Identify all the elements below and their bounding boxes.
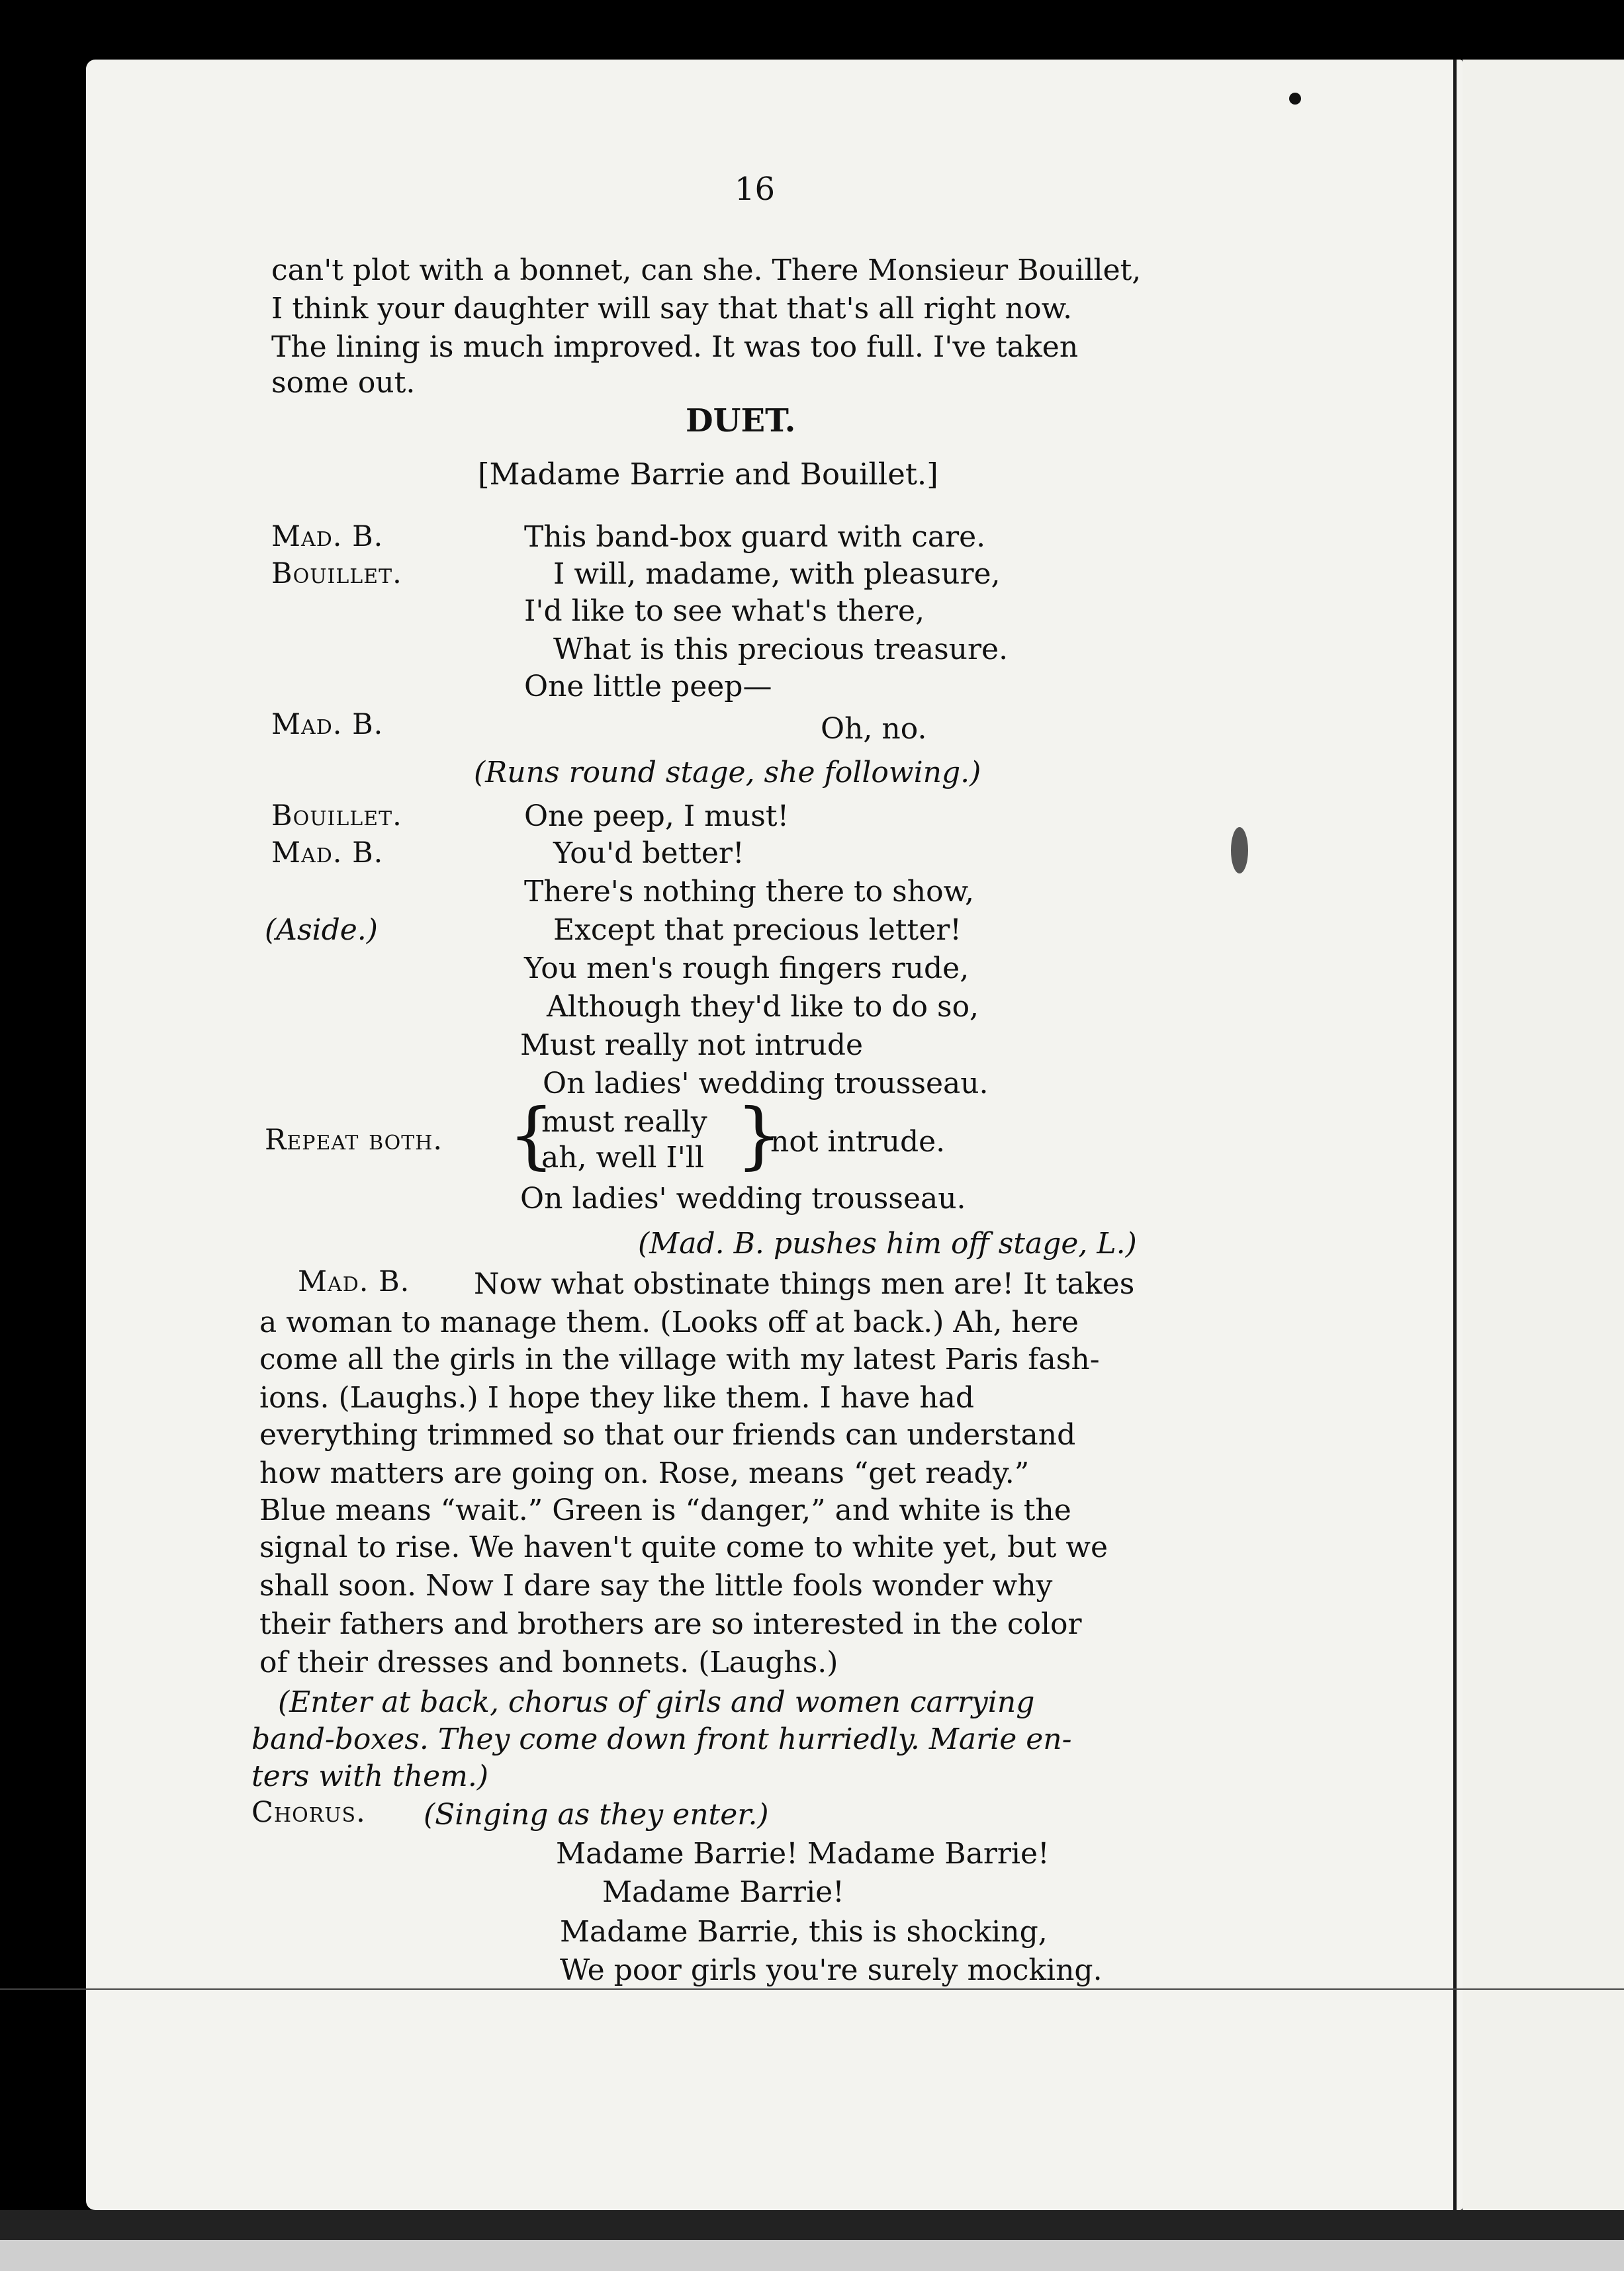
- repeat-option: ah, well I'll: [541, 1141, 704, 1175]
- speaker-label: Bouillet.: [271, 557, 402, 590]
- duet-line: One peep, I must!: [524, 799, 789, 833]
- page-number: 16: [735, 171, 776, 208]
- duet-line: Although they'd like to do so,: [547, 990, 979, 1024]
- page-fold-line: [1453, 60, 1457, 2210]
- adjacent-page-edge: [1463, 60, 1624, 2210]
- duet-line: Except that precious letter!: [553, 913, 962, 947]
- chorus-line: Madame Barrie, this is shocking,: [560, 1915, 1048, 1949]
- ink-speck: [1289, 93, 1301, 105]
- speaker-label: Repeat both.: [265, 1124, 443, 1157]
- chorus-line: Madame Barrie! Madame Barrie!: [556, 1837, 1050, 1871]
- duet-subtitle: [Madame Barrie and Bouillet.]: [478, 457, 938, 492]
- speech-line: Blue means “wait.” Green is “danger,” and white is the: [259, 1493, 1071, 1527]
- intro-line: The lining is much improved. It was too full. I've taken: [271, 330, 1079, 364]
- entrance-direction: (Enter at back, chorus of girls and women carrying: [278, 1685, 1035, 1719]
- duet-line: What is this precious treasure.: [553, 633, 1009, 666]
- speech-line: signal to rise. We haven't quite come to white yet, but we: [259, 1531, 1108, 1564]
- chorus-line: Madame Barrie!: [602, 1875, 844, 1909]
- speaker-label: Mad. B.: [271, 520, 384, 553]
- speaker-label: Mad. B.: [298, 1265, 410, 1298]
- speech-line: everything trimmed so that our friends can understand: [259, 1418, 1076, 1452]
- scan-rule-line: [0, 1988, 1624, 1990]
- ink-smudge: [1231, 827, 1248, 873]
- speaker-label: Chorus.: [251, 1796, 366, 1829]
- duet-title: DUET.: [686, 402, 796, 439]
- repeat-tail: not intrude.: [770, 1125, 946, 1159]
- intro-line: I think your daughter will say that that's all right now.: [271, 292, 1073, 326]
- chorus-line: We poor girls you're surely mocking.: [560, 1953, 1103, 1987]
- speech-line: come all the girls in the village with my latest Paris fash-: [259, 1343, 1100, 1376]
- duet-line: You'd better!: [553, 836, 744, 870]
- repeat-option: must really: [541, 1105, 707, 1139]
- speech-line: Now what obstinate things men are! It takes: [474, 1267, 1135, 1301]
- speaker-label: Bouillet.: [271, 799, 402, 832]
- intro-line: some out.: [271, 366, 416, 400]
- duet-line: One little peep—: [524, 670, 772, 703]
- speaker-label: Mad. B.: [271, 836, 384, 869]
- entrance-direction: ters with them.): [251, 1759, 488, 1793]
- duet-line: On ladies' wedding trousseau.: [520, 1182, 966, 1216]
- speech-line: ions. (Laughs.) I hope they like them. I have had: [259, 1381, 975, 1415]
- duet-line: This band-box guard with care.: [524, 520, 986, 554]
- speech-line: how matters are going on. Rose, means “get ready.”: [259, 1456, 1030, 1490]
- stage-direction: (Mad. B. pushes him off stage, L.): [638, 1227, 1137, 1261]
- duet-line: You men's rough fingers rude,: [524, 952, 970, 985]
- intro-line: can't plot with a bonnet, can she. There Monsieur Bouillet,: [271, 253, 1142, 287]
- duet-line: I will, madame, with pleasure,: [553, 557, 1001, 591]
- speech-line: their fathers and brothers are so interested in the color: [259, 1607, 1082, 1641]
- speaker-label: Mad. B.: [271, 708, 384, 741]
- duet-line: I'd like to see what's there,: [524, 594, 925, 628]
- aside-label: (Aside.): [265, 913, 378, 947]
- scan-bottom-strip: [0, 2240, 1624, 2271]
- duet-line: Oh, no.: [821, 712, 927, 746]
- duet-line: Must really not intrude: [520, 1028, 864, 1062]
- speech-line: a woman to manage them. (Looks off at back.) Ah, here: [259, 1306, 1079, 1339]
- chorus-direction: (Singing as they enter.): [424, 1798, 769, 1832]
- speech-line: of their dresses and bonnets. (Laughs.): [259, 1646, 838, 1679]
- entrance-direction: band-boxes. They come down front hurriedly. Marie en-: [251, 1722, 1072, 1756]
- speech-line: shall soon. Now I dare say the little fools wonder why: [259, 1569, 1053, 1603]
- stage-direction: (Runs round stage, she following.): [474, 756, 981, 789]
- duet-line: On ladies' wedding trousseau.: [543, 1067, 989, 1100]
- left-brace: {: [508, 1092, 555, 1177]
- right-brace: }: [736, 1092, 782, 1177]
- duet-line: There's nothing there to show,: [524, 875, 974, 909]
